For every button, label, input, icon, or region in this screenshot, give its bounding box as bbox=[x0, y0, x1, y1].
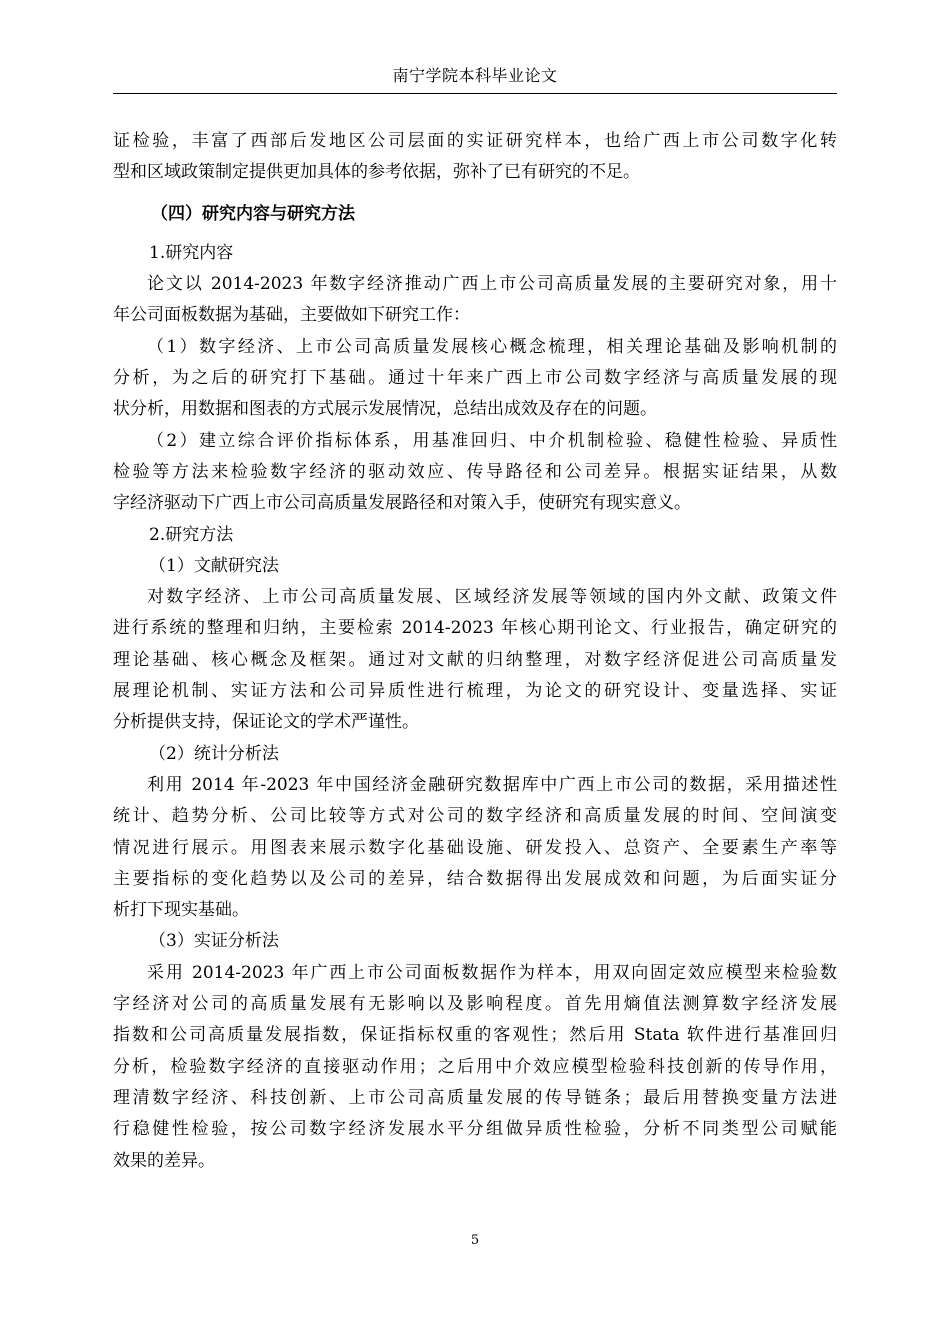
header-title: 南宁学院本科毕业论文 bbox=[392, 66, 558, 85]
text-line: 理论基础、核心概念及框架。通过对文献的归纳整理，对数字经济促进公司高质量发 bbox=[113, 649, 837, 670]
page-header bbox=[113, 63, 837, 94]
text-line: 检验等方法来检验数字经济的驱动效应、传导路径和公司差异。根据实证结果，从数 bbox=[113, 461, 837, 482]
text-line: 字经济对公司的高质量发展有无影响以及影响程度。首先用熵值法测算数字经济发展 bbox=[113, 994, 837, 1015]
list-item-2 bbox=[113, 426, 837, 520]
text-line: 型和区域政策制定提供更加具体的参考依据，弥补了已有研究的不足。 bbox=[113, 162, 640, 183]
text-line: 字经济驱动下广西上市公司高质量发展路径和对策入手，使研究有现实意义。 bbox=[113, 493, 691, 514]
text-line: 分析，检验数字经济的直接驱动作用；之后用中介效应模型检验科技创新的传导作用， bbox=[113, 1056, 837, 1077]
text-line: 进行系统的整理和归纳，主要检索 2014-2023 年核心期刊论文、行业报告，确定研究的 bbox=[113, 618, 837, 639]
intro-paragraph bbox=[113, 126, 837, 189]
text-line: 分析提供支持，保证论文的学术严谨性。 bbox=[113, 712, 419, 733]
text-line: 证检验，丰富了西部后发地区公司层面的实证研究样本，也给广西上市公司数字化转 bbox=[113, 131, 837, 151]
section-heading: （四）研究内容与研究方法 bbox=[151, 203, 355, 224]
text-line: 析打下现实基础。 bbox=[113, 900, 249, 921]
document-body bbox=[113, 126, 837, 1177]
text-line: 行稳健性检验，按公司数字经济发展水平分组做异质性检验，分析不同类型公司赋能 bbox=[113, 1119, 837, 1140]
text-line: 展理论机制、实证方法和公司异质性进行梳理，为论文的研究设计、变量选择、实证 bbox=[113, 681, 837, 702]
subsection-heading-methods: 2.研究方法 bbox=[149, 524, 234, 545]
text-line: 效果的差异。 bbox=[113, 1150, 215, 1171]
text-line: 主要指标的变化趋势以及公司的差异，结合数据得出发展成效和问题，为后面实证分 bbox=[113, 868, 837, 889]
method-empirical-paragraph bbox=[113, 958, 837, 1177]
text-line: （2）建立综合评价指标体系，用基准回归、中介机制检验、稳健性检验、异质性 bbox=[147, 430, 837, 451]
text-line: 状分析，用数据和图表的方式展示发展情况，总结出成效及存在的问题。 bbox=[113, 399, 657, 420]
subsection-heading-content: 1.研究内容 bbox=[149, 242, 234, 263]
method-heading-literature: （1）文献研究法 bbox=[149, 555, 279, 576]
text-line: 利用 2014 年-2023 年中国经济金融研究数据库中广西上市公司的数据，采用描述性 bbox=[147, 774, 837, 795]
page-number: 5 bbox=[470, 1233, 480, 1248]
paragraph-research-object bbox=[113, 269, 837, 332]
text-line: 论文以 2014-2023 年数字经济推动广西上市公司高质量发展的主要研究对象，用十 bbox=[147, 274, 837, 295]
text-line: （1）数字经济、上市公司高质量发展核心概念梳理，相关理论基础及影响机制的 bbox=[147, 336, 837, 357]
list-item-1 bbox=[113, 332, 837, 426]
text-line: 情况进行展示。用图表来展示数字化基础设施、研发投入、总资产、全要素生产率等 bbox=[113, 837, 837, 858]
text-line: 采用 2014-2023 年广西上市公司面板数据作为样本，用双向固定效应模型来检验数 bbox=[147, 962, 837, 983]
method-literature-paragraph bbox=[113, 582, 837, 738]
text-line: 分析，为之后的研究打下基础。通过十年来广西上市公司数字经济与高质量发展的现 bbox=[113, 368, 837, 389]
method-heading-empirical: （3）实证分析法 bbox=[149, 931, 279, 952]
text-line: 对数字经济、上市公司高质量发展、区域经济发展等领域的国内外文献、政策文件 bbox=[147, 587, 837, 608]
text-line: 统计、趋势分析、公司比较等方式对公司的数字经济和高质量发展的时间、空间演变 bbox=[113, 806, 837, 827]
text-line: 理清数字经济、科技创新、上市公司高质量发展的传导链条；最后用替换变量方法进 bbox=[113, 1087, 837, 1108]
method-heading-statistics: （2）统计分析法 bbox=[149, 743, 279, 764]
method-statistics-paragraph bbox=[113, 770, 837, 926]
text-line: 指数和公司高质量发展指数，保证指标权重的客观性；然后用 Stata 软件进行基准回归 bbox=[113, 1025, 837, 1046]
text-line: 年公司面板数据为基础，主要做如下研究工作： bbox=[113, 305, 470, 326]
